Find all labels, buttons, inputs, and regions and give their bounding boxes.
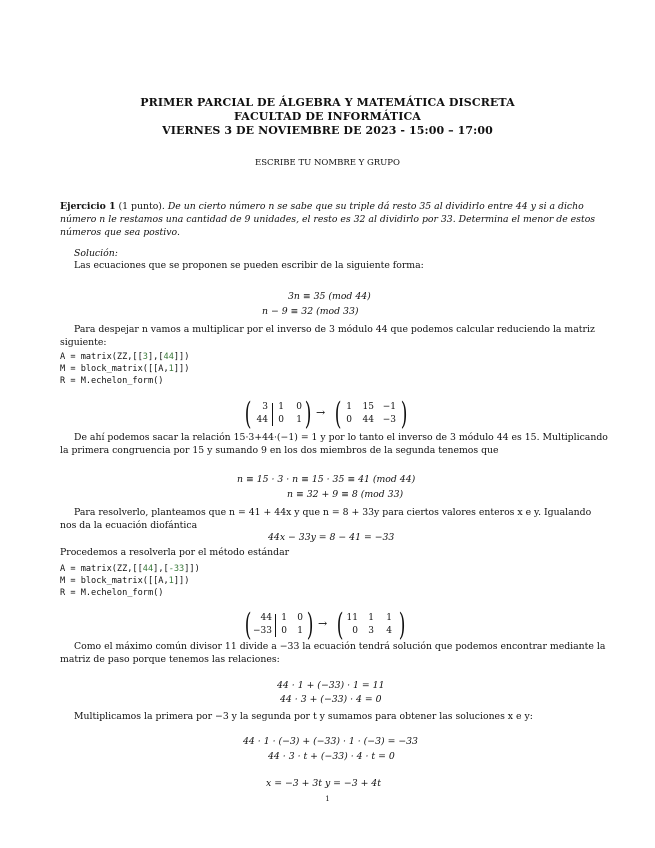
matrix-cell: −1 [382,402,396,412]
matrix-cell: 3 [368,626,374,636]
block-divider [272,403,273,426]
matrix-cell: 0 [297,613,303,623]
matrix-cell: 11 [346,613,358,623]
matrix-cell: 44 [256,415,268,425]
matrix-cell: 1 [386,613,392,623]
header-title: PRIMER PARCIAL DE ÁLGEBRA Y MATEMÁTICA DISCRETA [140,96,515,109]
matrix-cell: 1 [296,415,302,425]
equation-1a: 3n ≡ 35 (mod 44) [288,291,371,302]
matrix-cell: 1 [297,626,303,636]
equation-1b: n − 9 ≡ 32 (mod 33) [262,306,359,317]
equation-5a: 44 · 1 · (−3) + (−33) · 1 · (−3) = −33 [243,736,418,747]
solution-label: Solución: [74,248,118,259]
left-paren: ( [334,396,342,432]
exercise-points: (1 punto). [118,201,165,212]
exercise-title: Ejercicio 1 [60,201,116,212]
header-date: VIERNES 3 DE NOVIEMBRE DE 2023 - 15:00 – 17:00 [162,124,493,137]
right-paren: ) [400,396,408,432]
code-line-3: R = M.echelon_form() [60,376,164,386]
code-line-2: M = block_matrix([[A,1]]) [60,364,190,374]
matrix-cell: 0 [346,415,352,425]
equation-5b: 44 · 3 · t + (−33) · 4 · t = 0 [268,751,395,762]
solution-paragraph-3-line-1: De ahí podemos sacar la relación 15·3+44·(−1) = 1 y por lo tanto el inverso de 3 módulo 44 es 15. Multiplicando [74,432,608,443]
solution-paragraph-1: Las ecuaciones que se proponen se pueden escribir de la siguiente forma: [74,260,424,271]
arrow-icon: → [318,617,328,630]
matrix-cell: 44 [362,415,374,425]
matrix-cell: 3 [262,402,268,412]
solution-paragraph-3-line-2: la primera congruencia por 15 y sumando 9 en los dos miembros de la segunda tenemos que [60,445,499,456]
matrix-cell: 1 [368,613,374,623]
left-paren: ( [336,607,344,643]
equation-4b: 44 · 3 + (−33) · 4 = 0 [280,694,382,705]
matrix-cell: 1 [281,613,287,623]
equation-4a: 44 · 1 + (−33) · 1 = 11 [277,680,385,691]
solution-paragraph-4-line-1: Para resolverlo, planteamos que n = 41 + 44x y que n = 8 + 33y para ciertos valores enteros x e y. Igualando [74,507,592,518]
matrix-cell: −33 [253,626,272,636]
code-line-1: A = matrix(ZZ,[[3],[44]]) [60,352,190,362]
matrix-cell: 15 [362,402,374,412]
solution-paragraph-6-line-1: Como el máximo común divisor 11 divide a −33 la ecuación tendrá solución que podemos encontrar mediante la [74,641,606,652]
right-paren: ) [304,396,312,432]
code2-line-1: A = matrix(ZZ,[[44],[-33]]) [60,564,200,574]
solution-paragraph-6-line-2: matriz de paso porque tenemos las relaciones: [60,654,280,665]
page-number: 1 [325,795,330,803]
right-paren: ) [398,607,406,643]
exercise-statement-1: De un cierto número n se sabe que su triple dá resto 35 al dividirlo entre 44 y si a dicho [167,201,584,212]
header-faculty: FACULTAD DE INFORMÁTICA [234,110,421,123]
matrix-cell: 1 [278,402,284,412]
exercise-statement-2: número n le restamos una cantidad de 9 unidades, el resto es 32 al dividirlo por 33. Determina el menor de estos [60,214,596,225]
equation-2b: n ≡ 32 + 9 ≡ 8 (mod 33) [287,489,404,500]
solution-paragraph-4-line-2: nos da la ecuación diofántica [60,520,198,531]
matrix-cell: 44 [260,613,272,623]
exercise-statement-3: números que sea postivo. [60,227,180,238]
equation-3: 44x − 33y = 8 − 41 = −33 [268,532,395,543]
matrix-reduction-1 [240,396,420,432]
matrix-reduction-2 [240,607,420,643]
right-paren: ) [306,607,314,643]
solution-paragraph-7: Multiplicamos la primera por −3 y la segunda por t y sumamos para obtener las soluciones x e y: [74,711,533,722]
matrix-cell: 4 [386,626,392,636]
matrix-cell: 0 [278,415,284,425]
block-divider [275,614,276,637]
equation-6: x = −3 + 3t y = −3 + 4t [266,778,381,789]
matrix-cell: −3 [382,415,396,425]
equation-2a: n ≡ 15 · 3 · n ≡ 15 · 35 ≡ 41 (mod 44) [237,474,416,485]
left-paren: ( [244,396,252,432]
matrix-cell: 0 [281,626,287,636]
arrow-icon: → [316,406,326,419]
solution-paragraph-2-line-2: siguiente: [60,337,107,348]
matrix-cell: 0 [352,626,358,636]
matrix-cell: 1 [346,402,352,412]
exercise-statement-line-1 [60,201,600,213]
solution-paragraph-2-line-1: Para despejar n vamos a multiplicar por el inverso de 3 módulo 44 que podemos calcular reduciendo la matriz [74,324,595,335]
write-name-instruction: ESCRIBE TU NOMBRE Y GRUPO [255,158,400,168]
code2-line-2: M = block_matrix([[A,1]]) [60,576,190,586]
solution-paragraph-5: Procedemos a resolverla por el método estándar [60,547,290,558]
left-paren: ( [244,607,252,643]
matrix-cell: 0 [296,402,302,412]
code2-line-3: R = M.echelon_form() [60,588,164,598]
